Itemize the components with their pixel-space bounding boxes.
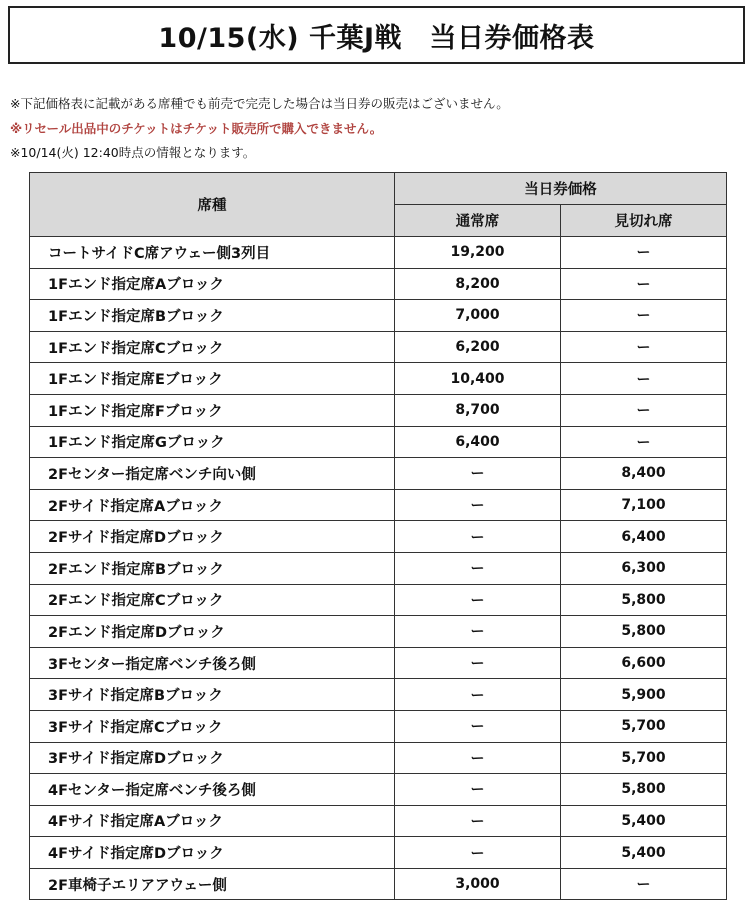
regular-price-cell: ー <box>395 647 561 679</box>
table-row <box>30 363 727 395</box>
table-row <box>30 837 727 869</box>
seat-cell: 1Fエンド指定席Gブロック <box>30 426 395 458</box>
obstructed-price-cell: 7,100 <box>561 489 727 521</box>
obstructed-price-cell: 5,800 <box>561 774 727 806</box>
header-price-group: 当日券価格 <box>395 173 727 205</box>
seat-cell: 1Fエンド指定席Bブロック <box>30 300 395 332</box>
obstructed-price-cell: ー <box>561 426 727 458</box>
seat-cell: 3Fサイド指定席Dブロック <box>30 742 395 774</box>
obstructed-price-cell: 6,300 <box>561 552 727 584</box>
table-row <box>30 584 727 616</box>
obstructed-price-cell: 6,400 <box>561 521 727 553</box>
regular-price-cell: ー <box>395 710 561 742</box>
obstructed-price-cell: 5,800 <box>561 584 727 616</box>
header-obstructed: 見切れ席 <box>561 205 727 237</box>
seat-cell: 3Fサイド指定席Bブロック <box>30 679 395 711</box>
table-row <box>30 268 727 300</box>
regular-price-cell: ー <box>395 774 561 806</box>
seat-cell: 1Fエンド指定席Aブロック <box>30 268 395 300</box>
table-row <box>30 521 727 553</box>
table-row <box>30 710 727 742</box>
seat-cell: 2Fセンター指定席ベンチ向い側 <box>30 458 395 490</box>
table-row <box>30 300 727 332</box>
page-title-box <box>8 6 745 64</box>
seat-cell: 2Fサイド指定席Aブロック <box>30 489 395 521</box>
seat-cell: 4Fセンター指定席ベンチ後ろ側 <box>30 774 395 806</box>
regular-price-cell: ー <box>395 552 561 584</box>
table-row <box>30 616 727 648</box>
obstructed-price-cell: 5,900 <box>561 679 727 711</box>
price-table <box>29 172 727 900</box>
table-row <box>30 489 727 521</box>
table-row <box>30 394 727 426</box>
seat-cell: 3Fサイド指定席Cブロック <box>30 710 395 742</box>
obstructed-price-cell: ー <box>561 237 727 269</box>
seat-cell: 4Fサイド指定席Aブロック <box>30 805 395 837</box>
obstructed-price-cell: ー <box>561 268 727 300</box>
table-row <box>30 331 727 363</box>
seat-cell: コートサイドC席アウェー側3列目 <box>30 237 395 269</box>
obstructed-price-cell: 8,400 <box>561 458 727 490</box>
table-row <box>30 805 727 837</box>
seat-cell: 2Fエンド指定席Dブロック <box>30 616 395 648</box>
obstructed-price-cell: ー <box>561 331 727 363</box>
obstructed-price-cell: ー <box>561 363 727 395</box>
obstructed-price-cell: 5,700 <box>561 742 727 774</box>
regular-price-cell: ー <box>395 521 561 553</box>
table-row <box>30 868 727 900</box>
table-row <box>30 552 727 584</box>
regular-price-cell: ー <box>395 616 561 648</box>
table-row <box>30 679 727 711</box>
seat-cell: 2Fサイド指定席Dブロック <box>30 521 395 553</box>
table-row <box>30 458 727 490</box>
obstructed-price-cell: 5,400 <box>561 837 727 869</box>
regular-price-cell: ー <box>395 837 561 869</box>
obstructed-price-cell: ー <box>561 300 727 332</box>
obstructed-price-cell: 5,800 <box>561 616 727 648</box>
regular-price-cell: ー <box>395 805 561 837</box>
seat-cell: 3Fセンター指定席ベンチ後ろ側 <box>30 647 395 679</box>
seat-cell: 1Fエンド指定席Fブロック <box>30 394 395 426</box>
seat-cell: 4Fサイド指定席Dブロック <box>30 837 395 869</box>
table-row <box>30 742 727 774</box>
regular-price-cell: ー <box>395 679 561 711</box>
regular-price-cell: 19,200 <box>395 237 561 269</box>
obstructed-price-cell: 6,600 <box>561 647 727 679</box>
note-sold-out: ※下記価格表に記載がある席種でも前売で完売した場合は当日券の販売はございません。 <box>10 96 509 111</box>
regular-price-cell: 6,200 <box>395 331 561 363</box>
regular-price-cell: 8,700 <box>395 394 561 426</box>
regular-price-cell: 7,000 <box>395 300 561 332</box>
regular-price-cell: 10,400 <box>395 363 561 395</box>
regular-price-cell: ー <box>395 489 561 521</box>
page-title: 10/15(水) 千葉J戦 当日券価格表 <box>158 22 595 54</box>
regular-price-cell: ー <box>395 742 561 774</box>
header-seat-type: 席種 <box>30 173 395 237</box>
note-resale-warning: ※リセール出品中のチケットはチケット販売所で購入できません。 <box>10 120 383 136</box>
obstructed-price-cell: ー <box>561 394 727 426</box>
table-row <box>30 426 727 458</box>
regular-price-cell: ー <box>395 458 561 490</box>
table-row <box>30 774 727 806</box>
notes-section <box>10 92 740 166</box>
seat-cell: 1Fエンド指定席Cブロック <box>30 331 395 363</box>
seat-cell: 2Fエンド指定席Bブロック <box>30 552 395 584</box>
seat-cell: 2F車椅子エリアアウェー側 <box>30 868 395 900</box>
table-row <box>30 237 727 269</box>
obstructed-price-cell: ー <box>561 868 727 900</box>
header-regular: 通常席 <box>395 205 561 237</box>
regular-price-cell: 8,200 <box>395 268 561 300</box>
regular-price-cell: ー <box>395 584 561 616</box>
obstructed-price-cell: 5,400 <box>561 805 727 837</box>
note-info-timestamp: ※10/14(火) 12:40時点の情報となります。 <box>10 145 256 160</box>
table-row <box>30 647 727 679</box>
seat-cell: 1Fエンド指定席Eブロック <box>30 363 395 395</box>
seat-cell: 2Fエンド指定席Cブロック <box>30 584 395 616</box>
obstructed-price-cell: 5,700 <box>561 710 727 742</box>
regular-price-cell: 3,000 <box>395 868 561 900</box>
regular-price-cell: 6,400 <box>395 426 561 458</box>
